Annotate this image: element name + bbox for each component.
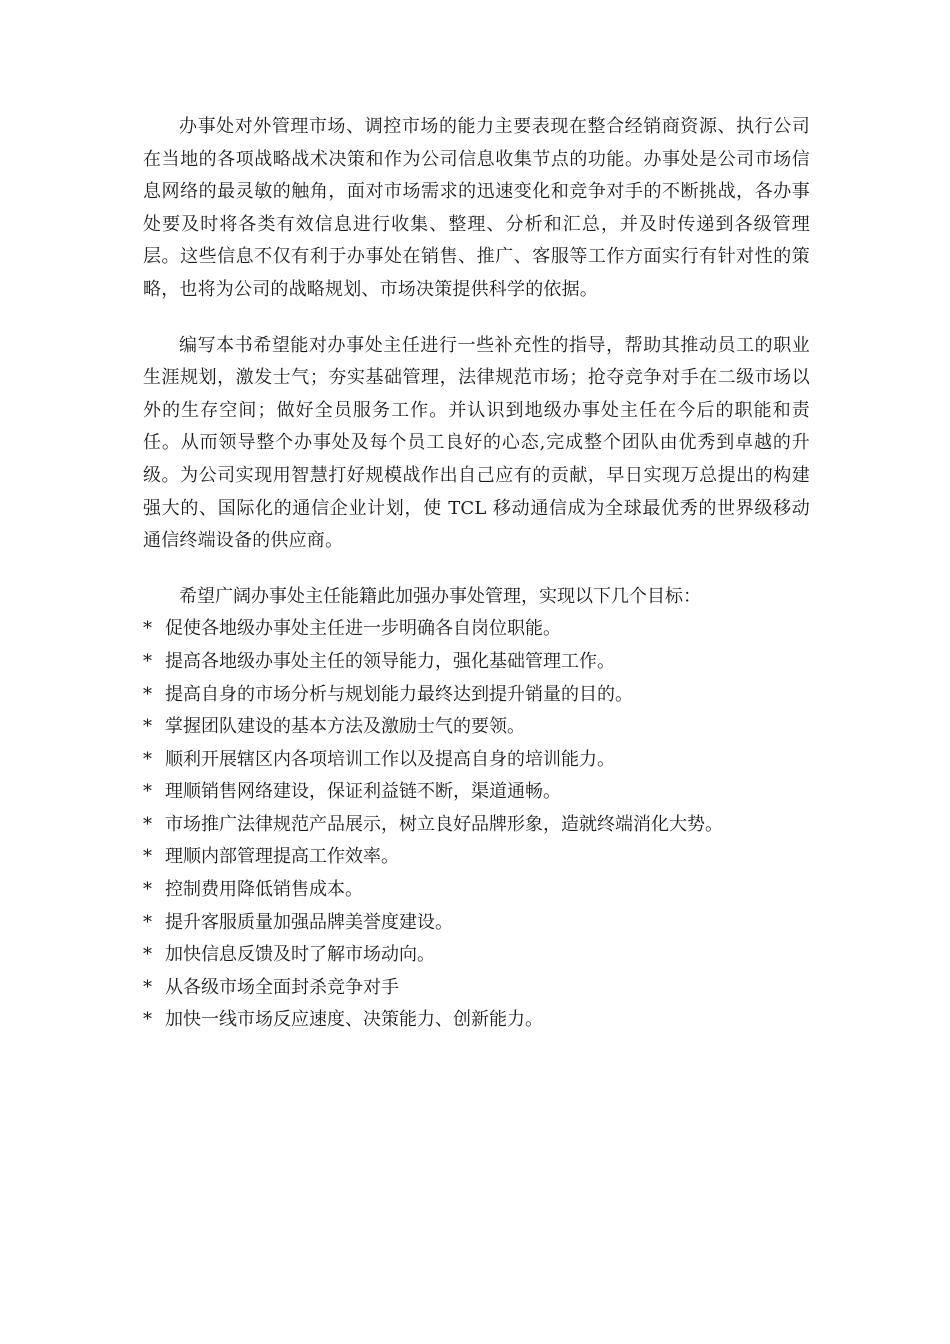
goal-text: 提升客服质量加强品牌美誉度建设。 (165, 911, 453, 933)
goal-text: 控制费用降低销售成本。 (165, 879, 363, 901)
goal-text: 市场推广法律规范产品展示，树立良好品牌形象，造就终端消化大势。 (165, 813, 723, 835)
bullet-asterisk-icon: * (143, 976, 152, 998)
goal-item (143, 874, 810, 907)
goal-text: 提高各地级办事处主任的领导能力，强化基础管理工作。 (165, 650, 615, 672)
bullet-asterisk-icon: * (143, 716, 152, 738)
goals-list (143, 613, 810, 1037)
goal-text: 加快一线市场反应速度、决策能力、创新能力。 (165, 1009, 543, 1031)
goal-text: 加快信息反馈及时了解市场动向。 (165, 944, 435, 966)
bullet-asterisk-icon: * (143, 618, 152, 640)
document-page (143, 111, 810, 1037)
bullet-asterisk-icon: * (143, 748, 152, 770)
goal-text: 理顺内部管理提高工作效率。 (165, 846, 399, 868)
goal-text: 促使各地级办事处主任进一步明确各自岗位职能。 (165, 618, 561, 640)
bullet-asterisk-icon: * (143, 879, 152, 901)
goal-item (143, 711, 810, 744)
goal-text: 理顺销售网络建设，保证利益链不断，渠道通畅。 (165, 781, 561, 803)
goal-text: 从各级市场全面封杀竞争对手 (165, 976, 399, 998)
bullet-asterisk-icon: * (143, 683, 152, 705)
bullet-asterisk-icon: * (143, 944, 152, 966)
goal-item (143, 1004, 810, 1037)
bullet-asterisk-icon: * (143, 813, 152, 835)
paragraph-book-purpose: 编写本书希望能对办事处主任进行一些补充性的指导，帮助其推动员工的职业生涯规划，激发士气；夯实基础管理，法律规范市场；抢夺竞争对手在二级市场以外的生存空间；做好全员服务工作。并认识到地级办事处主任在今后的职能和责任。从而领导整个办事处及每个员工良好的心态,完成整个团队由优秀到卓越的升级。为公司实现用智慧打好规模战作出自己应有的贡献，早日实现万总提出的构建强大的、国际化的通信企业计划，使 TCL 移动通信成为全球最优秀的世界级移动通信终端设备的供应商。 (143, 334, 810, 552)
bullet-asterisk-icon: * (143, 650, 152, 672)
goal-item (143, 972, 810, 1005)
bullet-asterisk-icon: * (143, 781, 152, 803)
goal-item (143, 744, 810, 777)
goal-text: 掌握团队建设的基本方法及激励士气的要领。 (165, 716, 525, 738)
bullet-asterisk-icon: * (143, 911, 152, 933)
goal-item (143, 939, 810, 972)
goal-item (143, 776, 810, 809)
goal-item (143, 646, 810, 679)
bullet-asterisk-icon: * (143, 846, 152, 868)
goal-item (143, 613, 810, 646)
goal-item (143, 809, 810, 842)
goal-item (143, 841, 810, 874)
bullet-asterisk-icon: * (143, 1009, 152, 1031)
goal-text: 提高自身的市场分析与规划能力最终达到提升销量的目的。 (165, 683, 633, 705)
goals-intro: 希望广阔办事处主任能籍此加强办事处管理，实现以下几个目标： (179, 585, 701, 607)
goal-text: 顺利开展辖区内各项培训工作以及提高自身的培训能力。 (165, 748, 615, 770)
goal-item (143, 679, 810, 712)
paragraph-office-market-control: 办事处对外管理市场、调控市场的能力主要表现在整合经销商资源、执行公司在当地的各项战略战术决策和作为公司信息收集节点的功能。办事处是公司市场信息网络的最灵敏的触角，面对市场需求的迅速变化和竞争对手的不断挑战，各办事处要及时将各类有效信息进行收集、整理、分析和汇总，并及时传递到各级管理层。这些信息不仅有利于办事处在销售、推广、客服等工作方面实行有针对性的策略，也将为公司的战略规划、市场决策提供科学的依据。 (143, 116, 810, 300)
goal-item (143, 907, 810, 940)
